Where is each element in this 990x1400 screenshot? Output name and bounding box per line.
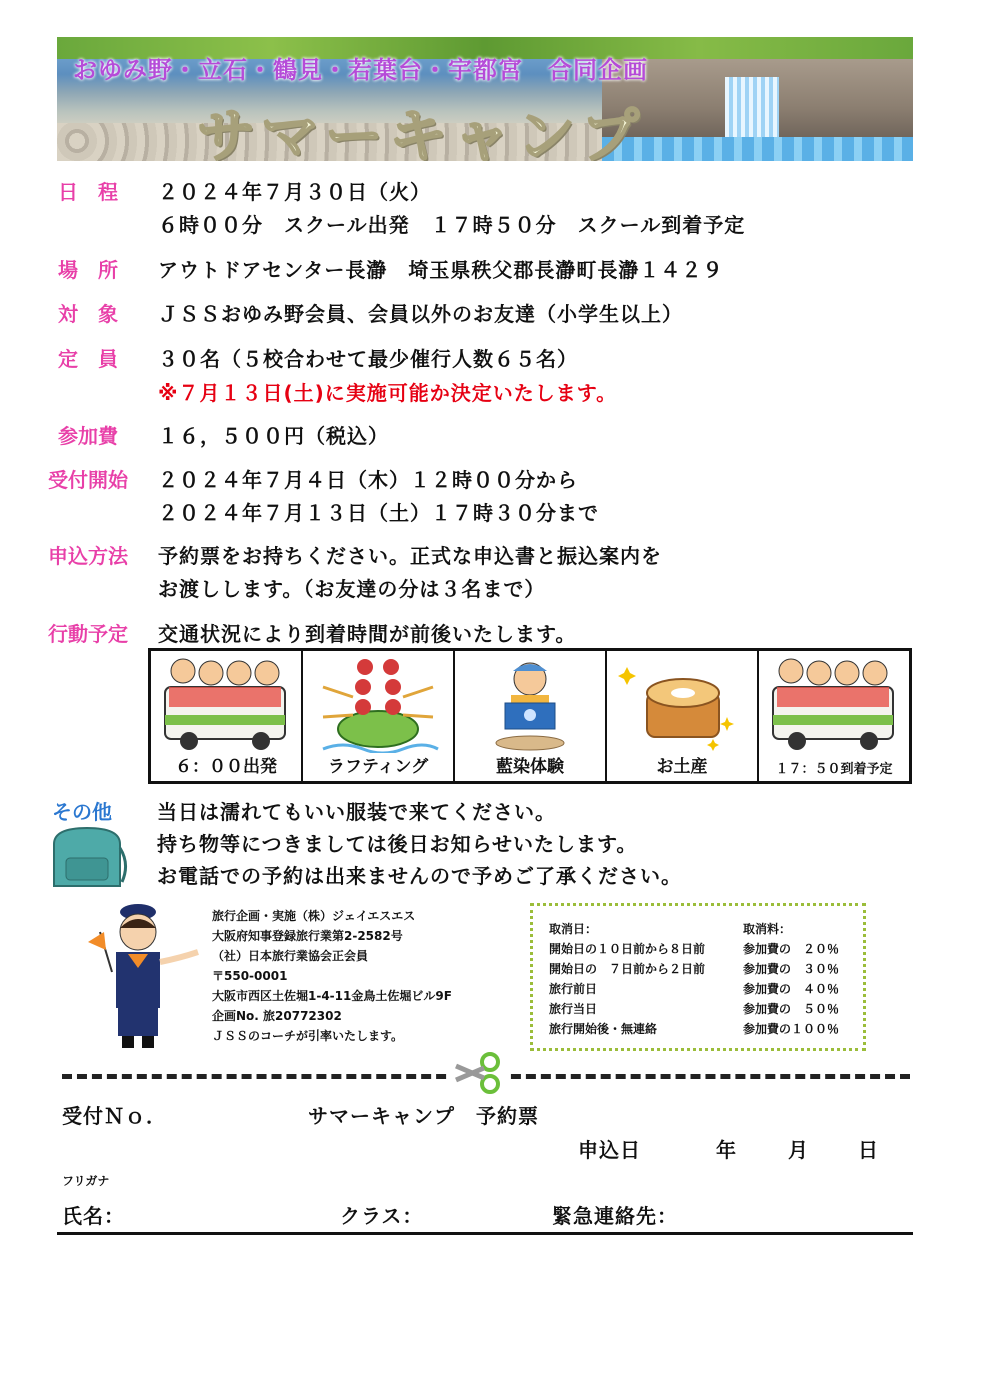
banner-subtitle: おゆみ野・立石・鶴見・若葉台・宇都宮 合同企画 <box>73 56 648 84</box>
plan-value: 交通状況により到着時間が前後いたします。 <box>158 622 577 646</box>
cancellation-day-header: 取消日： <box>549 922 598 936</box>
capacity-note: ※７月１３日(土)に実施可能か決定いたします。 <box>158 381 618 405</box>
apply-date-label: 申込日 <box>578 1138 641 1162</box>
reception-start: ２０２４年７月４日（木）１２時００分から <box>158 468 578 492</box>
indigo-dye-icon <box>465 657 595 753</box>
cancellation-fee: 参加費の ５０％ <box>743 1002 840 1016</box>
capacity-label: 定 員 <box>58 347 118 371</box>
apply-line2: お渡しします。（お友達の分は３名まで） <box>158 577 546 601</box>
company-line: （社）日本旅行業協会正会員 <box>212 949 369 963</box>
company-info <box>212 906 452 1046</box>
place-label: 場 所 <box>58 258 118 282</box>
class-label: クラス： <box>340 1204 424 1228</box>
cancellation-row <box>549 940 849 960</box>
header-banner <box>57 37 913 161</box>
scissors-icon <box>452 1052 506 1094</box>
form-underline <box>57 1232 913 1235</box>
cancellation-day: 開始日の１０日前から８日前 <box>549 942 706 956</box>
reception-no-label: 受付Ｎｏ． <box>62 1104 167 1128</box>
cancellation-row <box>549 1020 849 1040</box>
backpack-icon <box>44 824 130 890</box>
bus-icon <box>161 657 291 753</box>
activity-strip <box>148 648 912 784</box>
tour-guide-icon <box>80 902 206 1050</box>
furigana-label: フリガナ <box>62 1174 110 1188</box>
target-label: 対 象 <box>58 302 118 326</box>
cancellation-day: 旅行前日 <box>549 982 598 996</box>
cancellation-day: 旅行当日 <box>549 1002 598 1016</box>
baumkuchen-icon <box>617 657 747 753</box>
name-label: 氏名： <box>62 1204 125 1228</box>
company-line: ＪＳＳのコーチが引率いたします。 <box>212 1029 404 1043</box>
cancellation-row <box>549 960 849 980</box>
cancellation-day: 旅行開始後・無連絡 <box>549 1022 658 1036</box>
reception-label: 受付開始 <box>48 468 128 492</box>
activity-caption: 藍染体験 <box>496 757 564 777</box>
cancellation-row <box>549 980 849 1000</box>
other-line1: 当日は濡れてもいい服装で来てください。 <box>157 800 556 824</box>
cancellation-day: 開始日の ７日前から２日前 <box>549 962 706 976</box>
cancellation-fee: 参加費の ２０％ <box>743 942 840 956</box>
cancellation-box <box>530 903 866 1051</box>
place-value: アウトドアセンター長瀞 埼玉県秩父郡長瀞町長瀞１４２９ <box>158 258 724 282</box>
target-value: ＪＳＳおゆみ野会員、会員以外のお友達（小学生以上） <box>158 302 683 326</box>
cancellation-fee: 参加費の ４０％ <box>743 982 840 996</box>
plan-label: 行動予定 <box>48 622 128 646</box>
capacity-value: ３０名（５校合わせて最少催行人数６５名） <box>158 347 578 371</box>
emergency-contact-label: 緊急連絡先： <box>552 1204 678 1228</box>
apply-year-label: 年 <box>716 1138 737 1162</box>
cancellation-header <box>549 920 849 940</box>
activity-cell <box>151 651 303 781</box>
company-line: 企画No. 旅20772302 <box>212 1009 342 1023</box>
apply-label: 申込方法 <box>48 544 128 568</box>
activity-cell <box>303 651 455 781</box>
schedule-label: 日 程 <box>58 180 118 204</box>
cancellation-fee: 参加費の ３０％ <box>743 962 840 976</box>
apply-month-label: 月 <box>788 1138 809 1162</box>
company-line: 大阪市西区土佐堀1-4-11金鳥土佐堀ビル9F <box>212 989 452 1003</box>
activity-caption: お土産 <box>656 757 708 777</box>
other-line2: 持ち物等につきましては後日お知らせいたします。 <box>157 832 638 856</box>
reception-end: ２０２４年７月１３日（土）１７時３０分まで <box>158 501 599 525</box>
cancellation-fee: 参加費の１００％ <box>743 1022 840 1036</box>
activity-cell <box>607 651 759 781</box>
fee-label: 参加費 <box>58 424 118 448</box>
cancellation-fee-header: 取消料： <box>743 922 792 936</box>
other-line3: お電話での予約は出来ませんので予めご了承ください。 <box>157 864 682 888</box>
rafting-icon <box>313 657 443 753</box>
fee-value: １６，５００円（税込） <box>158 424 389 448</box>
company-line: 〒550-0001 <box>212 969 288 983</box>
page-title: サマーキャンプ <box>197 102 646 161</box>
form-title: サマーキャンプ 予約票 <box>308 1104 539 1128</box>
activity-cell <box>759 651 909 781</box>
company-line: 大阪府知事登録旅行業第2-2582号 <box>212 929 403 943</box>
schedule-date: ２０２４年７月３０日（火） <box>158 180 431 204</box>
activity-caption: １７：５０到着予定 <box>775 762 893 777</box>
schedule-times: ６時００分 スクール出発 １７時５０分 スクール到着予定 <box>158 213 746 237</box>
cancellation-row <box>549 1000 849 1020</box>
apply-line1: 予約票をお持ちください。正式な申込書と振込案内を <box>158 544 662 568</box>
bus-icon <box>769 657 899 753</box>
company-line: 旅行企画・実施（株）ジェイエスエス <box>212 909 416 923</box>
banner-water-pool <box>602 137 913 161</box>
activity-cell <box>455 651 607 781</box>
activity-caption: ６：００出発 <box>175 757 277 777</box>
activity-caption: ラフティング <box>327 757 429 777</box>
other-label: その他 <box>52 800 112 824</box>
apply-day-label: 日 <box>858 1138 879 1162</box>
